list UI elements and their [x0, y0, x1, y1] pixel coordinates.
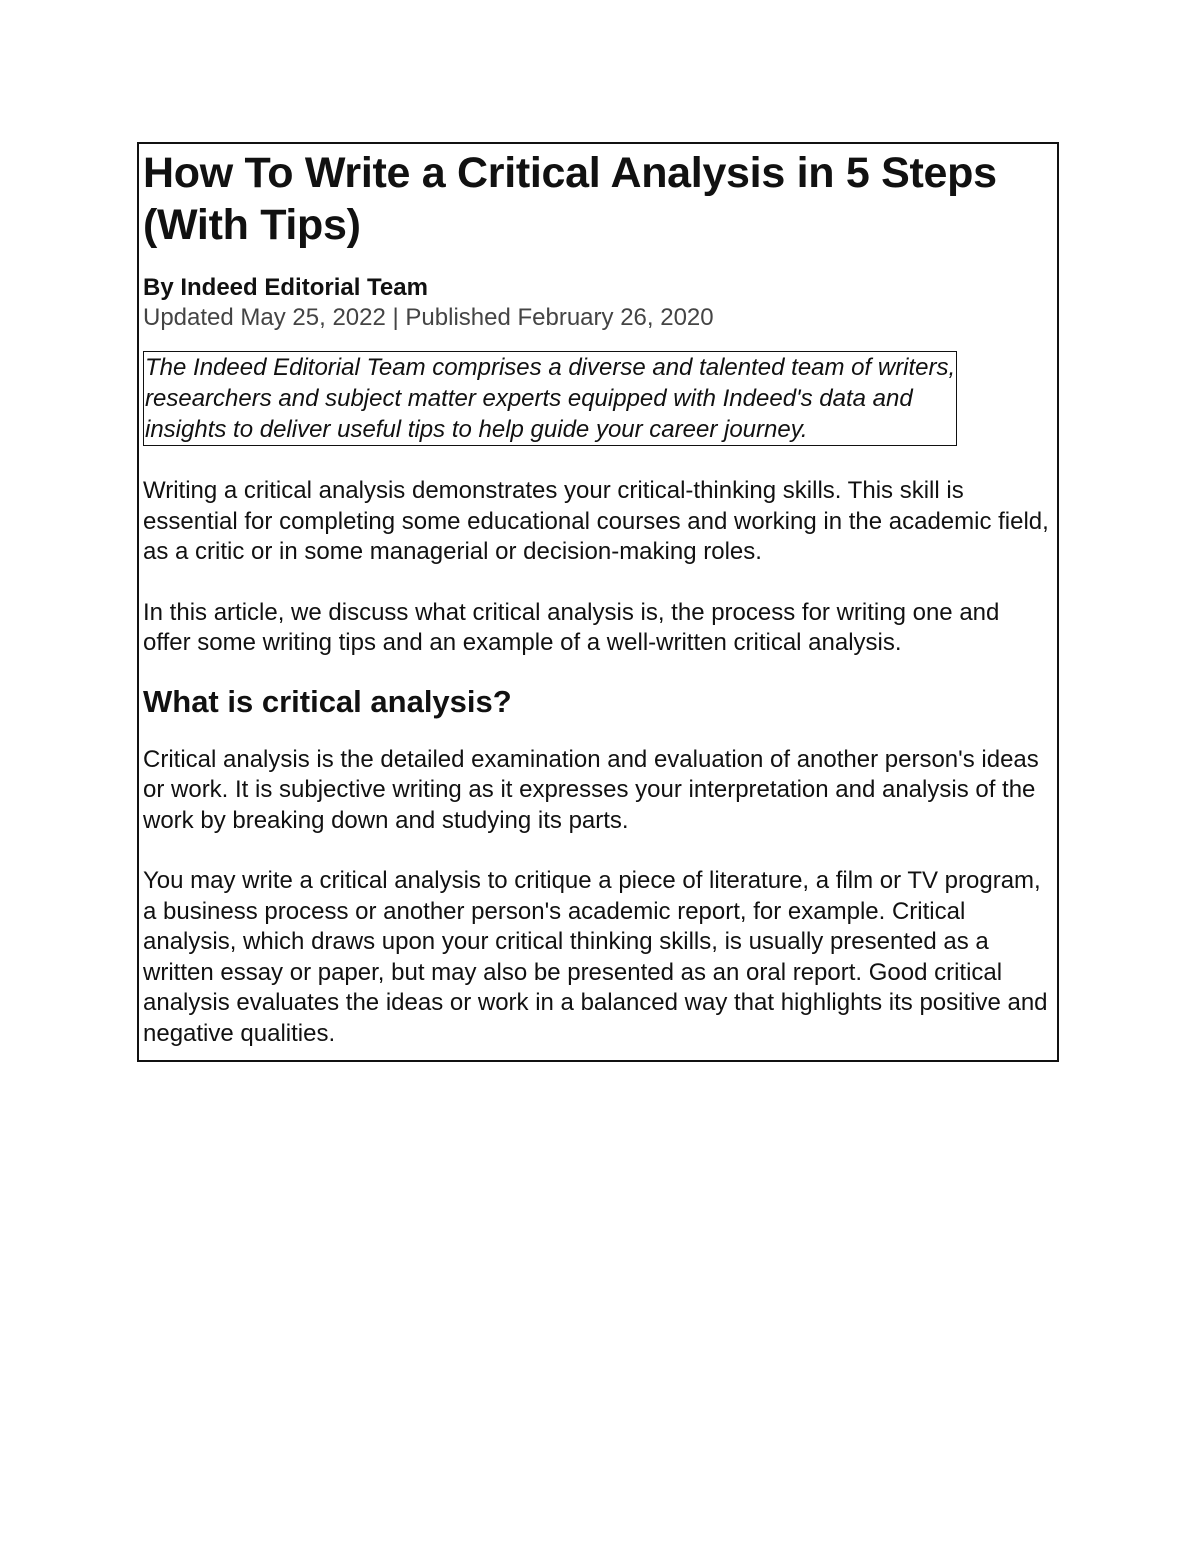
editorial-team-note	[143, 351, 957, 446]
intro-paragraph: Writing a critical analysis demonstrates your critical-thinking skills. This skill is essential for completing some educational courses and working in the academic field, as a critic or in some managerial or decision-making roles.	[143, 477, 1049, 565]
editorial-note-line: insights to deliver useful tips to help guide your career journey.	[145, 416, 808, 443]
section-paragraph: You may write a critical analysis to critique a piece of literature, a film or TV program, a business process or another person's academic report, for example. Critical analysis, which draws upon your critical thinking skills, is usually presented as a written essay or paper, but may also be presented as an oral report. Good critical analysis evaluates the ideas or work in a balanced way that highlights its positive and negative qualities.	[143, 867, 1048, 1047]
article-title: How To Write a Critical Analysis in 5 Steps (With Tips)	[143, 149, 997, 249]
section-heading: What is critical analysis?	[143, 683, 512, 719]
publish-dates: Updated May 25, 2022 | Published February 26, 2020	[143, 304, 714, 331]
author-byline: By Indeed Editorial Team	[143, 274, 428, 301]
editorial-note-line: The Indeed Editorial Team comprises a diverse and talented team of writers,	[145, 354, 956, 381]
editorial-note-line: researchers and subject matter experts equipped with Indeed's data and	[145, 385, 913, 412]
section-paragraph: Critical analysis is the detailed examination and evaluation of another person's ideas or work. It is subjective writing as it expresses your interpretation and analysis of the work by breaking down and studying its parts.	[143, 745, 1039, 834]
article-frame	[137, 142, 1059, 1062]
intro-paragraph: In this article, we discuss what critical analysis is, the process for writing one and offer some writing tips and an example of a well-written critical analysis.	[143, 598, 1000, 656]
